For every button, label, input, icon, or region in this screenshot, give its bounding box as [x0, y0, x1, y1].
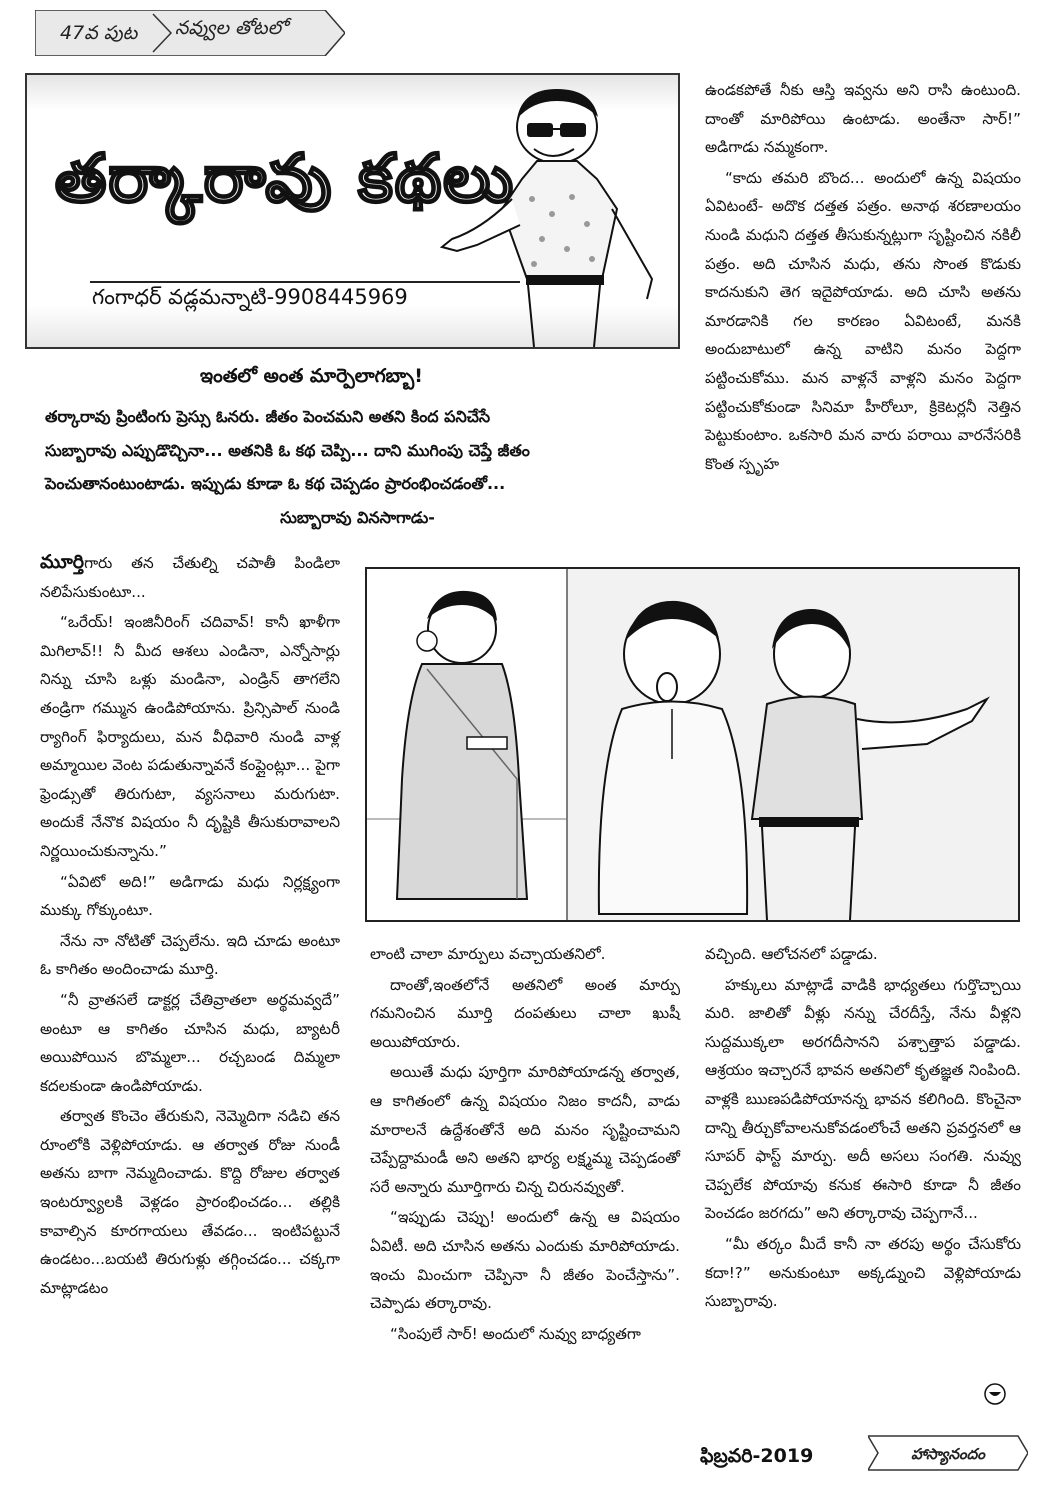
story-title: తర్కారావు కథలు [55, 140, 515, 217]
story-paragraph: “ఇప్పుడు చెప్పు! అందులో ఉన్న ఆ విషయం ఏవిటీ. అది చూసిన అతను ఎందుకు మారిపోయాడు. ఇంచు మించుగా చెప్పినా నీ జీతం పెంచేస్తాను”. చెప్పాడు తర్కారావు. [370, 1208, 680, 1313]
story-paragraph: “ఒరేయ్! ఇంజినీరింగ్ చదివావ్! కానీ ఖాళీగా మిగిలావ్!! నీ మీద ఆశలు ఎండినా, ఎన్నోసార్లు నిన్ను చూసి ఒళ్లు మండినా, ఎండ్రిన్ తాగలేని తండ్రిగా గమ్మున ఉండిపోయాను. ప్రిన్సిపాల్ నుండి ర్యాగింగ్ ఫిర్యాదులు, మన వీధివారి నుండి వాళ్ల అమ్మాయిల వెంట పడుతున్నావనే కంప్లైంట్లూ... పైగా ఫ్రెండ్సుతో తిరుగుటా, వ్యసనాలు మరుగుటా. అందుకే నేనొక విషయం నీ దృష్టికి తీసుకురావాలని నిర్ణయించుకున్నాను.” [40, 613, 340, 860]
story-paragraph: “ఏవిటో అది!” అడిగాడు మధు నిర్లక్ష్యంగా ముక్కు గోక్కుంటూ. [40, 872, 340, 920]
story-paragraph: దాంతో,ఇంతలోనే అతనిలో అంత మార్పు గమనించిన మూర్తి దంపతులు చాలా ఖుషీ అయిపోయారు. [370, 975, 680, 1051]
story-column-left [40, 548, 340, 1304]
page-number: 47వ పుట [60, 22, 138, 44]
intro-line: సుబ్బారావు వినసాగాడు- [280, 507, 435, 527]
intro-paragraph [45, 400, 670, 534]
story-paragraph: “నీ వ్రాతసలే డాక్టర్ల చేతివ్రాతలా అర్థమవ్వదే” అంటూ ఆ కాగితం చూసిన మధు, బ్యాటరీ అయిపోయిన బొమ్మలా... రచ్చబండ దిమ్మలా కదలకుండా ఉండిపోయాడు. [40, 990, 340, 1095]
story-paragraph: తర్వాత కొంచెం తేరుకుని, నెమ్మెదిగా నడిచి తన రూంలోకి వెళ్లిపోయాడు. ఆ తర్వాత రోజు నుండీ అతను బాగా నెమ్మదించాడు. కొద్ది రోజుల తర్వాత ఇంటర్వ్యూలకి వెళ్లడం ప్రారంభించడం... తల్లికి కావాల్సిన కూరగాయలు తేవడం... ఇంటిపట్టునే ఉండటం...బయటి తిరుగుళ్లు తగ్గించడం... చక్కగా మాట్లాడటం [40, 1107, 340, 1297]
author-divider [90, 281, 520, 283]
intro-line: తర్కారావు ప్రింటింగు ప్రెస్సు ఓనరు. జీతం పెంచమని అతని కింద పనిచేసే [45, 407, 491, 426]
story-end-icon [983, 1382, 1007, 1406]
story-paragraph: “మీ తర్కం మీదే కానీ నా తరపు అర్థం చేసుకోరు కదా!?” అనుకుంటూ అక్కడ్నుంచి వెళ్లిపోయాడు సుబ్బారావు. [705, 1234, 1021, 1311]
family-scene-illustration [367, 569, 1018, 920]
story-column-middle [370, 940, 680, 1350]
story-column-right-top [705, 76, 1021, 480]
intro-line: సుబ్బారావు ఎప్పుడొచ్చినా... అతనికి ఓ కథ చెప్పి... దాని ముగింపు చెప్తే జీతం [45, 440, 530, 460]
story-first-word: మూర్తి [40, 551, 85, 573]
story-paragraph: “సింపులే సార్! అందులో నువ్వు బాధ్యతగా [390, 1324, 641, 1343]
magazine-logo-text: హాస్యానందం [911, 1445, 985, 1463]
story-paragraph [40, 548, 340, 606]
story-paragraph: “కాదు తమరి బొంద... అందులో ఉన్న విషయం ఏవిటంటే- అదొక దత్తత పత్రం. అనాథ శరణాలయం నుండి మధుని దత్తత తీసుకున్నట్లుగా సృష్టించిన నకిలీ పత్రం. అది చూసిన మధు, తను సొంత కొడుకు కాదనుకుని తెగ ఇదైపోయాడు. అది చూసి అతను మారడానికి గల కారణం ఏవిటంటే, మనకి అందుబాటులో ఉన్న వాటిని మనం పెద్దగా పట్టించుకోము. మన వాళ్లనే వాళ్లని మనం పెద్దగా పట్టించుకోకుండా సినిమా హీరోలూ, క్రికెటర్లనీ నెత్తిన పెట్టుకుంటాం. ఒకసారి మన వారు పరాయి వారనేసరికి కొంత స్పృహ [705, 168, 1021, 473]
issue-date: ఫిబ్రవరి-2019 [700, 1445, 814, 1467]
intro-heading: ఇంతలో అంత మార్పెలాగబ్బా! [200, 365, 423, 387]
story-paragraph: అయితే మధు పూర్తిగా మారిపోయాడన్న తర్వాత, ఆ కాగితంలో ఉన్న విషయం నిజం కాదనీ, వాడు మారాలనే ఉద్దేశంతోనే అది మనం సృష్టించామని చెప్పేద్దామండీ అని అతని భార్య లక్ష్మమ్మ చెప్పడంతో సరే అన్నారు మూర్తిగారు చిన్న చిరునవ్వుతో. [370, 1063, 680, 1196]
story-text: గారు తన చేతుల్ని చపాతీ పిండిలా నలిపేసుకుంటూ... [40, 554, 340, 601]
section-title: నవ్వుల తోటలో [175, 17, 288, 39]
intro-line: పెంచుతానంటుంటాడు. ఇప్పుడు కూడా ఓ కథ చెప్పడం ప్రారంభించడంతో... [45, 474, 506, 493]
story-paragraph: నేను నా నోటితో చెప్పలేను. ఇది చూడు అంటూ ఓ కాగితం అందించాడు మూర్తి. [40, 931, 340, 979]
story-illustration [365, 567, 1020, 922]
story-paragraph: వచ్చింది. ఆలోచనలో పడ్డాడు. [705, 945, 878, 963]
author-byline: గంగాధర్ వడ్లమన్నాటి-9908445969 [92, 285, 408, 309]
story-column-right-bottom [705, 940, 1021, 1318]
story-paragraph: హక్కులు మాట్లాడే వాడికి భాధ్యతలు గుర్తొచ్చాయి మరి. జాలితో వీళ్లు నన్ను చేరదీస్తే, నేను వీళ్లని సుద్దముక్కలా అరగదీసానని పశ్చాత్తాప పడ్డాడు. ఆశ్రయం ఇచ్చారనే భావన అతనిలో కృతజ్ఞత నింపింది. వాళ్లకి ఋణపడిపోయానన్న భావన కలిగింది. కొంచైనా దాన్ని తీర్చుకోవాలనుకోవడంలోంచే అతని ప్రవర్తనలో ఆ సూపర్ ఫాస్ట్ మార్పు. అదీ అసలు సంగతి. నువ్వు చెప్పలేక పోయావు కనుక ఈసారి కూడా నీ జీతం పెంచడం జరగదు” అని తర్కారావు చెప్పగానే... [705, 975, 1021, 1223]
magazine-logo [868, 1432, 1028, 1474]
story-paragraph: ఉండకపోతే నీకు ఆస్తి ఇవ్వను అని రాసి ఉంటుంది. దాంతో మారిపోయి ఉంటాడు. అంతేనా సార్!” అడిగాడు నమ్మకంగా. [705, 81, 1021, 157]
story-paragraph: లాంటి చాలా మార్పులు వచ్చాయతనిలో. [370, 945, 606, 963]
